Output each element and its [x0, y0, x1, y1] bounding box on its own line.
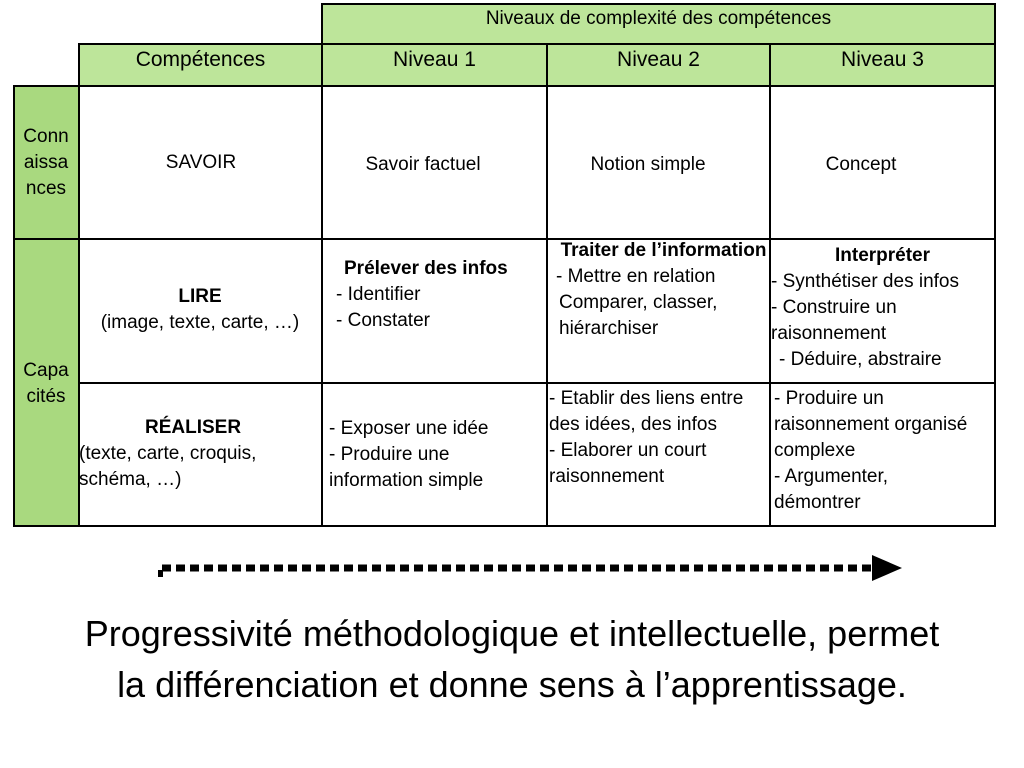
lire-niveau-1-line: - Identifier — [336, 284, 421, 305]
lire-niveau-1-cell — [336, 256, 546, 334]
savoir-niveau-1: Savoir factuel — [365, 154, 481, 175]
lire-niveau-2-cell — [556, 238, 766, 342]
niveau-2-header: Niveau 2 — [617, 48, 700, 71]
grid-line — [79, 382, 996, 384]
realiser-niveau-2-line: - Etablir des liens entre des idées, des infos — [549, 388, 744, 435]
lire-niveau-3-title: Interpréter — [834, 245, 931, 266]
caption-line-1: Progressivité méthodologique et intellectuelle, permet — [84, 613, 940, 654]
lire-niveau-2-title: Traiter de l’information — [560, 240, 767, 261]
lire-label: LIRE — [178, 286, 222, 307]
lire-niveau-2-line: - Mettre en relation — [556, 266, 716, 287]
grid-line — [14, 238, 996, 240]
grid-line — [14, 525, 996, 527]
realiser-sub: (texte, carte, croquis, schéma, …) — [79, 443, 257, 490]
niveaux-title: Niveaux de complexité des compétences — [485, 8, 832, 29]
lire-niveau-1-line: - Constater — [336, 310, 430, 331]
niveau-1-header: Niveau 1 — [393, 48, 476, 71]
realiser-niveau-3-line: - Argumenter, démontrer — [774, 466, 889, 513]
lire-niveau-3-line: - Construire un raisonnement — [771, 297, 897, 344]
realiser-label: RÉALISER — [145, 417, 242, 438]
realiser-niveau-3-cell — [774, 386, 990, 516]
savoir-label: SAVOIR — [165, 152, 237, 173]
realiser-niveau-2-cell — [549, 386, 767, 490]
grid-line — [994, 3, 996, 527]
lire-niveau-3-line: - Déduire, abstraire — [779, 349, 942, 370]
grid-line — [321, 3, 323, 527]
side-label-connaissances: Conn aissa nces — [23, 126, 69, 199]
side-label-capacites: Capa cités — [23, 360, 69, 407]
realiser-cell — [79, 415, 319, 493]
niveau-3-header: Niveau 3 — [841, 48, 924, 71]
realiser-niveau-3-line: - Produire un raisonnement organisé complexe — [774, 388, 968, 461]
grid-line — [546, 43, 548, 527]
grid-line — [14, 85, 996, 87]
lire-niveau-1-title: Prélever des infos — [344, 258, 508, 279]
lire-niveau-3-line: - Synthétiser des infos — [771, 271, 959, 292]
lire-niveau-2-line: Comparer, classer, hiérarchiser — [559, 292, 718, 339]
savoir-niveau-2: Notion simple — [590, 154, 706, 175]
progression-arrow-icon — [150, 548, 910, 588]
lire-niveau-3-cell — [771, 243, 994, 373]
realiser-niveau-2-line: - Elaborer un court raisonnement — [549, 440, 707, 487]
realiser-niveau-1-line: - Exposer une idée — [329, 418, 489, 439]
lire-sub: (image, texte, carte, …) — [100, 312, 300, 333]
realiser-niveau-1-cell — [329, 416, 541, 494]
grid-line — [13, 85, 15, 527]
caption-line-2: la différenciation et donne sens à l’apprentissage. — [117, 664, 907, 705]
realiser-niveau-1-line: - Produire une information simple — [329, 444, 484, 491]
competences-header: Compétences — [135, 48, 266, 71]
lire-cell — [78, 284, 322, 336]
savoir-niveau-3: Concept — [825, 154, 897, 175]
